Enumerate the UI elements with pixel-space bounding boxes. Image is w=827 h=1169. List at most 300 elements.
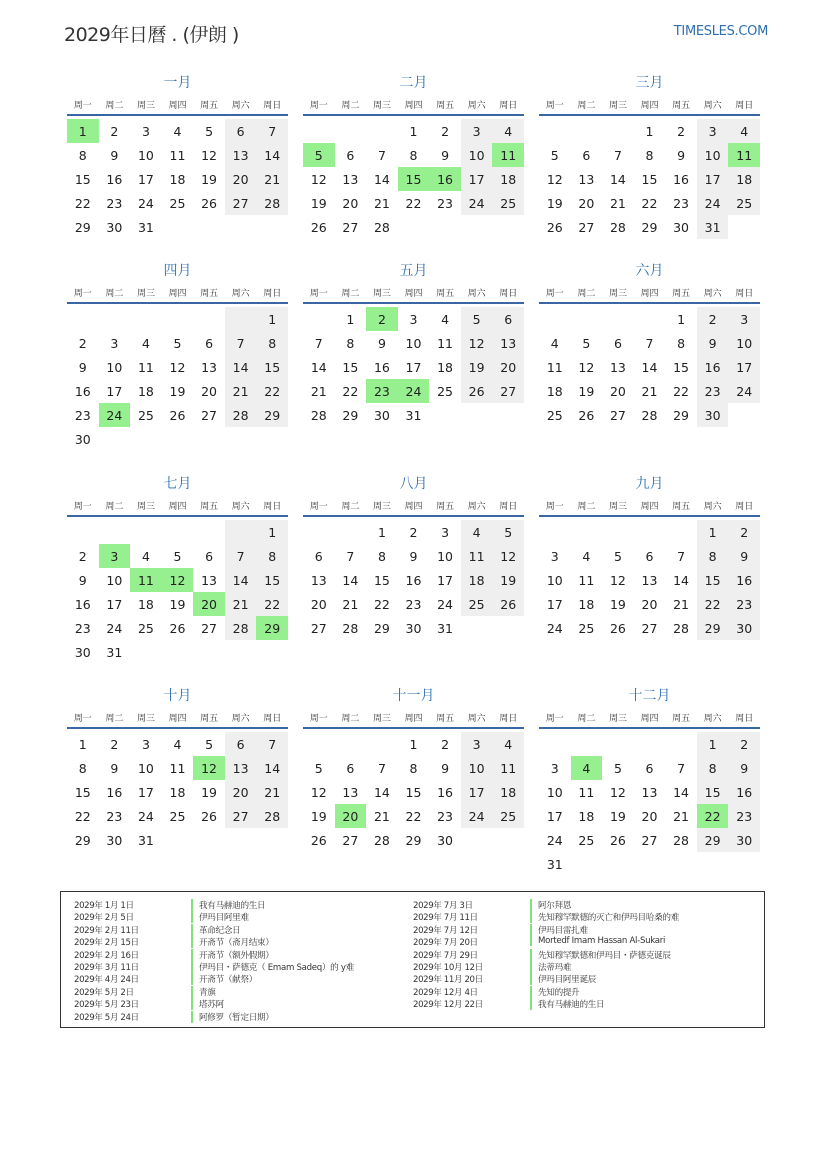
day-cell[interactable]: 26 (609, 620, 626, 636)
day-cell[interactable]: 26 (310, 219, 327, 235)
day-cell[interactable]: 31 (437, 620, 454, 636)
day-cell[interactable]: 23 (74, 620, 91, 636)
day-cell[interactable]: 6 (645, 548, 654, 564)
day-cell[interactable]: 17 (137, 784, 154, 800)
day-cell[interactable]: 21 (225, 592, 257, 616)
day-cell[interactable]: 20 (201, 383, 218, 399)
day-cell[interactable]: 5 (613, 548, 622, 564)
day-cell[interactable]: 20 (578, 195, 595, 211)
day-cell[interactable]: 15 (697, 780, 729, 804)
day-cell[interactable]: 28 (256, 191, 288, 215)
day-cell[interactable]: 16 (728, 780, 760, 804)
day-cell[interactable]: 11 (461, 544, 493, 568)
day-cell[interactable]: 3 (99, 544, 131, 568)
day-cell[interactable]: 5 (582, 335, 591, 351)
day-cell[interactable]: 9 (728, 756, 760, 780)
day-cell[interactable]: 4 (582, 548, 591, 564)
day-cell[interactable]: 3 (550, 760, 559, 776)
day-cell[interactable]: 23 (366, 379, 398, 403)
day-cell[interactable]: 8 (256, 544, 288, 568)
day-cell[interactable]: 7 (645, 335, 654, 351)
day-cell[interactable]: 8 (377, 548, 386, 564)
day-cell[interactable]: 29 (342, 407, 359, 423)
day-cell[interactable]: 12 (310, 784, 327, 800)
day-cell[interactable]: 31 (106, 644, 123, 660)
day-cell[interactable]: 19 (201, 171, 218, 187)
day-cell[interactable]: 7 (346, 548, 355, 564)
day-cell[interactable]: 9 (728, 544, 760, 568)
day-cell[interactable]: 23 (405, 596, 422, 612)
day-cell[interactable]: 20 (193, 592, 225, 616)
day-cell[interactable]: 14 (256, 143, 288, 167)
day-cell[interactable]: 10 (546, 784, 563, 800)
day-cell[interactable]: 11 (169, 147, 186, 163)
day-cell[interactable]: 25 (492, 191, 524, 215)
day-cell[interactable]: 5 (303, 143, 335, 167)
day-cell[interactable]: 29 (697, 616, 729, 640)
day-cell[interactable]: 25 (437, 383, 454, 399)
day-cell[interactable]: 1 (697, 732, 729, 756)
day-cell[interactable]: 6 (314, 548, 323, 564)
day-cell[interactable]: 15 (373, 572, 390, 588)
day-cell[interactable]: 2 (728, 520, 760, 544)
day-cell[interactable]: 4 (492, 732, 524, 756)
day-cell[interactable]: 11 (578, 784, 595, 800)
day-cell[interactable]: 12 (609, 784, 626, 800)
day-cell[interactable]: 9 (409, 548, 418, 564)
day-cell[interactable]: 13 (641, 784, 658, 800)
day-cell[interactable]: 27 (342, 832, 359, 848)
day-cell[interactable]: 18 (169, 171, 186, 187)
day-cell[interactable]: 8 (697, 756, 729, 780)
day-cell[interactable]: 4 (141, 335, 150, 351)
day-cell[interactable]: 9 (677, 147, 686, 163)
day-cell[interactable]: 22 (405, 808, 422, 824)
day-cell[interactable]: 6 (346, 760, 355, 776)
day-cell[interactable]: 6 (205, 548, 214, 564)
day-cell[interactable]: 18 (546, 383, 563, 399)
day-cell[interactable]: 23 (728, 592, 760, 616)
day-cell[interactable]: 29 (74, 832, 91, 848)
day-cell[interactable]: 9 (78, 359, 87, 375)
day-cell[interactable]: 27 (225, 191, 257, 215)
day-cell[interactable]: 13 (609, 359, 626, 375)
day-cell[interactable]: 18 (492, 780, 524, 804)
day-cell[interactable]: 21 (641, 383, 658, 399)
day-cell[interactable]: 11 (492, 143, 524, 167)
day-cell[interactable]: 6 (225, 119, 257, 143)
day-cell[interactable]: 19 (201, 784, 218, 800)
day-cell[interactable]: 30 (74, 431, 91, 447)
day-cell[interactable]: 29 (405, 832, 422, 848)
day-cell[interactable]: 6 (582, 147, 591, 163)
day-cell[interactable]: 23 (106, 195, 123, 211)
day-cell[interactable]: 6 (225, 732, 257, 756)
site-link[interactable]: TIMESLES.COM (673, 24, 768, 39)
day-cell[interactable]: 23 (437, 808, 454, 824)
day-cell[interactable]: 15 (74, 784, 91, 800)
day-cell[interactable]: 5 (613, 760, 622, 776)
day-cell[interactable]: 4 (441, 311, 450, 327)
day-cell[interactable]: 25 (728, 191, 760, 215)
day-cell[interactable]: 24 (697, 191, 729, 215)
day-cell[interactable]: 19 (609, 596, 626, 612)
day-cell[interactable]: 17 (405, 359, 422, 375)
day-cell[interactable]: 19 (169, 383, 186, 399)
day-cell[interactable]: 9 (441, 147, 450, 163)
day-cell[interactable]: 19 (609, 808, 626, 824)
day-cell[interactable]: 14 (342, 572, 359, 588)
day-cell[interactable]: 22 (697, 592, 729, 616)
day-cell[interactable]: 15 (641, 171, 658, 187)
day-cell[interactable]: 23 (673, 195, 690, 211)
day-cell[interactable]: 29 (673, 407, 690, 423)
day-cell[interactable]: 3 (141, 736, 150, 752)
day-cell[interactable]: 5 (205, 123, 214, 139)
day-cell[interactable]: 17 (437, 572, 454, 588)
day-cell[interactable]: 11 (137, 359, 154, 375)
day-cell[interactable]: 7 (314, 335, 323, 351)
day-cell[interactable]: 20 (225, 780, 257, 804)
day-cell[interactable]: 2 (110, 736, 119, 752)
day-cell[interactable]: 11 (728, 143, 760, 167)
day-cell[interactable]: 9 (697, 331, 729, 355)
day-cell[interactable]: 10 (546, 572, 563, 588)
day-cell[interactable]: 24 (546, 832, 563, 848)
day-cell[interactable]: 22 (256, 592, 288, 616)
day-cell[interactable]: 7 (377, 147, 386, 163)
day-cell[interactable]: 26 (201, 808, 218, 824)
day-cell[interactable]: 14 (225, 355, 257, 379)
day-cell[interactable]: 12 (492, 544, 524, 568)
day-cell[interactable]: 3 (110, 335, 119, 351)
day-cell[interactable]: 14 (609, 171, 626, 187)
day-cell[interactable]: 18 (728, 167, 760, 191)
day-cell[interactable]: 30 (106, 832, 123, 848)
day-cell[interactable]: 21 (310, 383, 327, 399)
day-cell[interactable]: 10 (106, 359, 123, 375)
day-cell[interactable]: 5 (173, 548, 182, 564)
day-cell[interactable]: 15 (405, 784, 422, 800)
day-cell[interactable]: 26 (578, 407, 595, 423)
day-cell[interactable]: 18 (578, 808, 595, 824)
day-cell[interactable]: 27 (578, 219, 595, 235)
day-cell[interactable]: 28 (673, 832, 690, 848)
day-cell[interactable]: 27 (225, 804, 257, 828)
day-cell[interactable]: 8 (697, 544, 729, 568)
day-cell[interactable]: 2 (697, 307, 729, 331)
day-cell[interactable]: 3 (728, 307, 760, 331)
day-cell[interactable]: 14 (373, 784, 390, 800)
day-cell[interactable]: 18 (137, 383, 154, 399)
day-cell[interactable]: 28 (373, 219, 390, 235)
day-cell[interactable]: 7 (225, 544, 257, 568)
day-cell[interactable]: 8 (409, 760, 418, 776)
day-cell[interactable]: 1 (409, 123, 418, 139)
day-cell[interactable]: 10 (697, 143, 729, 167)
day-cell[interactable]: 12 (546, 171, 563, 187)
day-cell[interactable]: 21 (256, 167, 288, 191)
day-cell[interactable]: 27 (201, 620, 218, 636)
day-cell[interactable]: 24 (137, 808, 154, 824)
day-cell[interactable]: 13 (225, 143, 257, 167)
day-cell[interactable]: 17 (546, 596, 563, 612)
day-cell[interactable]: 12 (201, 147, 218, 163)
day-cell[interactable]: 2 (366, 307, 398, 331)
day-cell[interactable]: 17 (728, 355, 760, 379)
day-cell[interactable]: 6 (492, 307, 524, 331)
day-cell[interactable]: 28 (256, 804, 288, 828)
day-cell[interactable]: 2 (78, 335, 87, 351)
day-cell[interactable]: 2 (728, 732, 760, 756)
day-cell[interactable]: 16 (74, 383, 91, 399)
day-cell[interactable]: 25 (546, 407, 563, 423)
day-cell[interactable]: 13 (342, 171, 359, 187)
day-cell[interactable]: 29 (373, 620, 390, 636)
day-cell[interactable]: 10 (137, 760, 154, 776)
day-cell[interactable]: 1 (346, 311, 355, 327)
day-cell[interactable]: 22 (373, 596, 390, 612)
day-cell[interactable]: 6 (613, 335, 622, 351)
day-cell[interactable]: 17 (461, 780, 493, 804)
day-cell[interactable]: 27 (201, 407, 218, 423)
day-cell[interactable]: 18 (437, 359, 454, 375)
day-cell[interactable]: 12 (162, 568, 194, 592)
day-cell[interactable]: 1 (645, 123, 654, 139)
day-cell[interactable]: 16 (74, 596, 91, 612)
day-cell[interactable]: 27 (310, 620, 327, 636)
day-cell[interactable]: 11 (492, 756, 524, 780)
day-cell[interactable]: 7 (677, 548, 686, 564)
day-cell[interactable]: 29 (697, 828, 729, 852)
day-cell[interactable]: 26 (609, 832, 626, 848)
day-cell[interactable]: 30 (728, 616, 760, 640)
day-cell[interactable]: 20 (342, 195, 359, 211)
day-cell[interactable]: 26 (546, 219, 563, 235)
day-cell[interactable]: 26 (201, 195, 218, 211)
day-cell[interactable]: 28 (373, 832, 390, 848)
day-cell[interactable]: 14 (673, 572, 690, 588)
day-cell[interactable]: 20 (225, 167, 257, 191)
day-cell[interactable]: 23 (728, 804, 760, 828)
day-cell[interactable]: 17 (137, 171, 154, 187)
day-cell[interactable]: 5 (550, 147, 559, 163)
day-cell[interactable]: 4 (492, 119, 524, 143)
day-cell[interactable]: 23 (106, 808, 123, 824)
day-cell[interactable]: 10 (106, 572, 123, 588)
day-cell[interactable]: 7 (613, 147, 622, 163)
day-cell[interactable]: 25 (137, 407, 154, 423)
day-cell[interactable]: 28 (673, 620, 690, 636)
day-cell[interactable]: 11 (546, 359, 563, 375)
day-cell[interactable]: 15 (256, 355, 288, 379)
day-cell[interactable]: 27 (641, 832, 658, 848)
day-cell[interactable]: 29 (256, 616, 288, 640)
day-cell[interactable]: 31 (697, 215, 729, 239)
day-cell[interactable]: 1 (78, 736, 87, 752)
day-cell[interactable]: 31 (137, 832, 154, 848)
day-cell[interactable]: 16 (405, 572, 422, 588)
day-cell[interactable]: 15 (74, 171, 91, 187)
day-cell[interactable]: 31 (137, 219, 154, 235)
day-cell[interactable]: 8 (346, 335, 355, 351)
day-cell[interactable]: 12 (310, 171, 327, 187)
day-cell[interactable]: 29 (256, 403, 288, 427)
day-cell[interactable]: 17 (106, 383, 123, 399)
day-cell[interactable]: 26 (492, 592, 524, 616)
day-cell[interactable]: 31 (405, 407, 422, 423)
day-cell[interactable]: 30 (728, 828, 760, 852)
day-cell[interactable]: 1 (256, 307, 288, 331)
day-cell[interactable]: 3 (409, 311, 418, 327)
day-cell[interactable]: 20 (641, 808, 658, 824)
day-cell[interactable]: 11 (578, 572, 595, 588)
day-cell[interactable]: 7 (256, 732, 288, 756)
day-cell[interactable]: 24 (99, 403, 131, 427)
day-cell[interactable]: 8 (645, 147, 654, 163)
day-cell[interactable]: 22 (641, 195, 658, 211)
day-cell[interactable]: 10 (461, 143, 493, 167)
day-cell[interactable]: 2 (78, 548, 87, 564)
day-cell[interactable]: 16 (437, 784, 454, 800)
day-cell[interactable]: 27 (342, 219, 359, 235)
day-cell[interactable]: 28 (225, 616, 257, 640)
day-cell[interactable]: 6 (205, 335, 214, 351)
day-cell[interactable]: 24 (461, 804, 493, 828)
day-cell[interactable]: 5 (461, 307, 493, 331)
day-cell[interactable]: 30 (373, 407, 390, 423)
day-cell[interactable]: 25 (461, 592, 493, 616)
day-cell[interactable]: 13 (578, 171, 595, 187)
day-cell[interactable]: 26 (310, 832, 327, 848)
day-cell[interactable]: 13 (641, 572, 658, 588)
day-cell[interactable]: 26 (461, 379, 493, 403)
day-cell[interactable]: 22 (74, 808, 91, 824)
day-cell[interactable]: 19 (578, 383, 595, 399)
day-cell[interactable]: 24 (437, 596, 454, 612)
day-cell[interactable]: 19 (310, 808, 327, 824)
day-cell[interactable]: 13 (225, 756, 257, 780)
day-cell[interactable]: 20 (609, 383, 626, 399)
day-cell[interactable]: 30 (437, 832, 454, 848)
day-cell[interactable]: 22 (405, 195, 422, 211)
day-cell[interactable]: 2 (677, 123, 686, 139)
day-cell[interactable]: 16 (673, 171, 690, 187)
day-cell[interactable]: 7 (256, 119, 288, 143)
day-cell[interactable]: 21 (373, 808, 390, 824)
day-cell[interactable]: 24 (546, 620, 563, 636)
day-cell[interactable]: 5 (492, 520, 524, 544)
day-cell[interactable]: 27 (492, 379, 524, 403)
day-cell[interactable]: 15 (673, 359, 690, 375)
day-cell[interactable]: 4 (173, 123, 182, 139)
day-cell[interactable]: 14 (310, 359, 327, 375)
day-cell[interactable]: 17 (697, 167, 729, 191)
day-cell[interactable]: 24 (106, 620, 123, 636)
day-cell[interactable]: 22 (74, 195, 91, 211)
day-cell[interactable]: 29 (74, 219, 91, 235)
day-cell[interactable]: 4 (141, 548, 150, 564)
day-cell[interactable]: 24 (137, 195, 154, 211)
day-cell[interactable]: 14 (256, 756, 288, 780)
day-cell[interactable]: 13 (201, 572, 218, 588)
day-cell[interactable]: 30 (74, 644, 91, 660)
day-cell[interactable]: 3 (141, 123, 150, 139)
day-cell[interactable]: 6 (346, 147, 355, 163)
day-cell[interactable]: 24 (398, 379, 430, 403)
day-cell[interactable]: 3 (461, 119, 493, 143)
day-cell[interactable]: 28 (342, 620, 359, 636)
day-cell[interactable]: 17 (106, 596, 123, 612)
day-cell[interactable]: 11 (169, 760, 186, 776)
day-cell[interactable]: 1 (409, 736, 418, 752)
day-cell[interactable]: 18 (578, 596, 595, 612)
day-cell[interactable]: 13 (310, 572, 327, 588)
day-cell[interactable]: 21 (609, 195, 626, 211)
day-cell[interactable]: 8 (256, 331, 288, 355)
day-cell[interactable]: 9 (441, 760, 450, 776)
day-cell[interactable]: 2 (441, 736, 450, 752)
day-cell[interactable]: 15 (398, 167, 430, 191)
day-cell[interactable]: 2 (409, 524, 418, 540)
day-cell[interactable]: 25 (578, 832, 595, 848)
day-cell[interactable]: 14 (373, 171, 390, 187)
day-cell[interactable]: 16 (429, 167, 461, 191)
day-cell[interactable]: 20 (641, 596, 658, 612)
day-cell[interactable]: 28 (641, 407, 658, 423)
day-cell[interactable]: 15 (342, 359, 359, 375)
day-cell[interactable]: 3 (461, 732, 493, 756)
day-cell[interactable]: 16 (106, 784, 123, 800)
day-cell[interactable]: 1 (256, 520, 288, 544)
day-cell[interactable]: 27 (641, 620, 658, 636)
day-cell[interactable]: 25 (169, 808, 186, 824)
day-cell[interactable]: 16 (728, 568, 760, 592)
day-cell[interactable]: 18 (461, 568, 493, 592)
day-cell[interactable]: 11 (437, 335, 454, 351)
day-cell[interactable]: 19 (492, 568, 524, 592)
day-cell[interactable]: 30 (697, 403, 729, 427)
day-cell[interactable]: 1 (67, 119, 99, 143)
day-cell[interactable]: 25 (169, 195, 186, 211)
day-cell[interactable]: 25 (578, 620, 595, 636)
day-cell[interactable]: 19 (461, 355, 493, 379)
day-cell[interactable]: 1 (677, 311, 686, 327)
day-cell[interactable]: 5 (205, 736, 214, 752)
day-cell[interactable]: 3 (550, 548, 559, 564)
day-cell[interactable]: 22 (342, 383, 359, 399)
day-cell[interactable]: 8 (78, 760, 87, 776)
day-cell[interactable]: 10 (137, 147, 154, 163)
day-cell[interactable]: 3 (697, 119, 729, 143)
day-cell[interactable]: 21 (673, 808, 690, 824)
day-cell[interactable]: 30 (106, 219, 123, 235)
day-cell[interactable]: 22 (256, 379, 288, 403)
day-cell[interactable]: 4 (728, 119, 760, 143)
day-cell[interactable]: 14 (225, 568, 257, 592)
day-cell[interactable]: 21 (225, 379, 257, 403)
day-cell[interactable]: 1 (377, 524, 386, 540)
day-cell[interactable]: 7 (677, 760, 686, 776)
day-cell[interactable]: 9 (78, 572, 87, 588)
day-cell[interactable]: 2 (441, 123, 450, 139)
day-cell[interactable]: 12 (578, 359, 595, 375)
day-cell[interactable]: 31 (546, 856, 563, 872)
day-cell[interactable]: 8 (409, 147, 418, 163)
day-cell[interactable]: 8 (78, 147, 87, 163)
day-cell[interactable]: 15 (256, 568, 288, 592)
day-cell[interactable]: 1 (697, 520, 729, 544)
